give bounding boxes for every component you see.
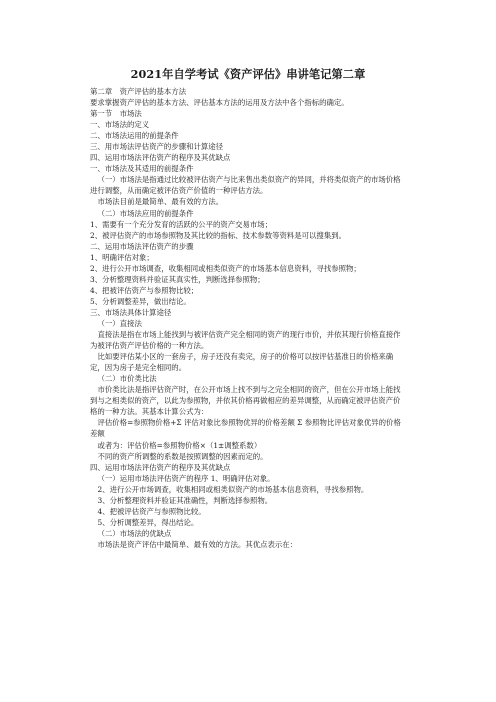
body-paragraph: 3、分析整理资料并验证其真实性，判断选择参照物； bbox=[90, 274, 265, 284]
body-paragraph: 二、运用市场法评估资产的步骤 bbox=[90, 241, 194, 251]
body-paragraph: 2、进行公开市场调查，收集相同或相类似资产的市场基本信息资料，寻找参照物； bbox=[90, 263, 361, 273]
body-paragraph: 四、运用市场法评估资产的程序及其优缺点 bbox=[90, 153, 231, 163]
body-paragraph: 不同的资产所调整的系数是按照调整的因素而定的。 bbox=[97, 451, 268, 461]
body-paragraph: 要求掌握资产评估的基本方法、评估基本方法的运用及方法中各个指标的确定。 bbox=[90, 98, 349, 108]
body-paragraph: 4、把被评估资产与参照物比较。 bbox=[97, 506, 206, 516]
document-body bbox=[90, 86, 406, 550]
body-paragraph: 2、被评估资产的市场参照物及其比较的指标、技术参数等资料是可以搜集到。 bbox=[90, 230, 346, 240]
body-paragraph: 直接法是指在市场上能找到与被评估资产完全相同的资产的现行市价，并依其现行价格直接作为被评估资产评估价格的一种方法。 bbox=[90, 330, 401, 351]
body-paragraph: （一）直接法 bbox=[97, 318, 142, 328]
body-paragraph: 二、市场法运用的前提条件 bbox=[90, 131, 179, 141]
document-title: 2021年自学考试《资产评估》串讲笔记第二章 bbox=[130, 67, 366, 81]
body-paragraph: （一）运用市场法评估资产的程序 1、明确评估对象。 bbox=[97, 473, 275, 483]
body-paragraph: 5、分析调整差异，做出结论。 bbox=[90, 296, 191, 306]
body-paragraph: 2、进行公开市场调查，收集相同或相类似资产的市场基本信息资料，寻找参照物。 bbox=[97, 484, 369, 494]
body-paragraph: 市价类比法是指评估资产时，在公开市场上找不到与之完全相同的资产，但在公开市场上能找到与之相类似的资产，以此为参照物，并依其价格再做相应的差异调整，从而确定被评估资产价格的一种方法。其基本计算公式为： bbox=[90, 385, 401, 417]
body-paragraph: 5、分析调整差异，得出结论。 bbox=[97, 517, 199, 527]
body-paragraph: 市场法是资产评估中最简单、最有效的方法。其优点表示在： bbox=[97, 539, 298, 549]
body-paragraph: 一、市场法的定义 bbox=[90, 120, 150, 130]
body-paragraph: 1、明确评估对象； bbox=[90, 252, 154, 262]
body-paragraph: 评估价格=参照物价格+Σ 评估对象比参照物优异的价格差额 Σ 参照物比评估对象优异的价格差额 bbox=[90, 418, 401, 439]
body-paragraph: 4、把被评估资产与参照物比较； bbox=[90, 285, 199, 295]
body-paragraph: 第一节 市场法 bbox=[90, 109, 142, 119]
body-paragraph: （二）市场法应用的前提条件 bbox=[97, 208, 194, 218]
body-paragraph: 三、市场法具体计算途径 bbox=[90, 307, 172, 317]
body-paragraph: 或者为：评估价格=参照物价格×（1±调整系数） bbox=[97, 440, 262, 450]
body-paragraph: 市场法目前是最简单、最有效的方法。 bbox=[97, 197, 224, 207]
body-paragraph: （二）市价类比法 bbox=[97, 374, 157, 384]
body-paragraph: 3、分析整理资料并验证其准确性，判断选择参照物。 bbox=[97, 495, 273, 505]
body-paragraph: 第二章 资产评估的基本方法 bbox=[90, 87, 187, 96]
body-paragraph: 比如要评估某小区的一套房子，房子还没有卖完，房子的价格可以按评估基准日的价格来确定，因为房子是完全相同的。 bbox=[90, 352, 394, 373]
body-paragraph: （二）市场法的优缺点 bbox=[97, 528, 172, 538]
body-paragraph: （一）市场法是指通过比较被评估资产与比来售出类似资产的异同，并将类似资产的市场价格进行调整，从而确定被评估资产价值的一种评估方法。 bbox=[90, 175, 401, 196]
body-paragraph: 三、用市场法评估资产的步骤和计算途径 bbox=[90, 142, 224, 152]
body-paragraph: 1、需要有一个充分发育的活跃的公平的资产交易市场； bbox=[90, 219, 273, 229]
body-paragraph: 四、运用市场法评估资产的程序及其优缺点 bbox=[90, 462, 231, 472]
body-paragraph: 一、市场法及其适用的前提条件 bbox=[90, 164, 194, 174]
